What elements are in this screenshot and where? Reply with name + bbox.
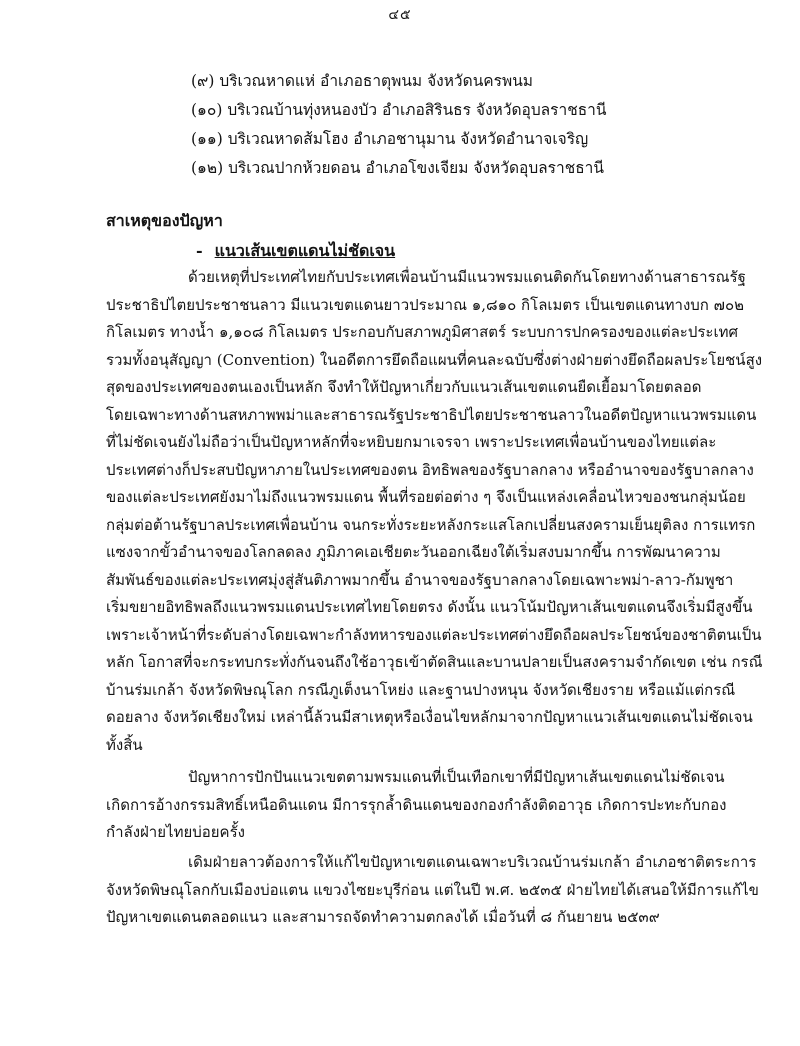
paragraph-line: ปัญหาการปักปันแนวเขตตามพรมแดนที่เป็นเทือกเขาที่มีปัญหาเส้นเขตแดนไม่ชัดเจน — [188, 768, 725, 786]
paragraph-line: บ้านร่มเกล้า จังหวัดพิษณุโลก กรณีภูเต็งนาโหย่ง และฐานปางหนุน จังหวัดเชียงราย หรือแม้แต่กรณี — [106, 680, 736, 699]
paragraph-line: โดยเฉพาะทางด้านสหภาพพม่าและสาธารณรัฐประชาธิปไตยประชาชนลาวในอดีตปัญหาแนวพรมแดน — [106, 405, 757, 424]
paragraph-line: จังหวัดพิษณุโลกกับเมืองบ่อแตน แขวงไซยะบุรีก่อน แต่ในปี พ.ศ. ๒๕๓๕ ฝ่ายไทยได้เสนอให้มีการแก้ไข — [106, 880, 759, 899]
paragraph-line: เริ่มขยายอิทธิพลถึงแนวพรมแดนประเทศไทยโดยตรง ดังนั้น แนวโน้มปัญหาเส้นเขตแดนจึงเริ่มมีสูงขึ้น — [106, 598, 753, 616]
paragraph-line: กลุ่มต่อต้านรัฐบาลประเทศเพื่อนบ้าน จนกระทั่งระยะหลังกระแสโลกเปลี่ยนสงครามเย็นยุติลง การแทรก — [106, 515, 756, 534]
paragraph-line: ของแต่ละประเทศยังมาไม่ถึงแนวพรมแดน พื้นที่รอยต่อต่าง ๆ จึงเป็นแหล่งเคลื่อนไหวของชนกลุ่มน้อย — [106, 488, 746, 506]
paragraph-line: เพราะเจ้าหน้าที่ระดับล่างโดยเฉพาะกำลังทหารของแต่ละประเทศต่างยึดถือผลประโยชน์ของชาติตนเป็น — [106, 625, 762, 644]
paragraph-line: ด้วยเหตุที่ประเทศไทยกับประเทศเพื่อนบ้านมีแนวพรมแดนติดกันโดยทางด้านสาธารณรัฐ — [188, 268, 746, 286]
paragraph-line: ที่ไม่ชัดเจนยังไม่ถือว่าเป็นปัญหาหลักที่จะหยิบยกมาเจรจา เพราะประเทศเพื่อนบ้านของไทยแต่ละ — [106, 433, 717, 451]
sub-heading-dash: - — [196, 241, 203, 260]
paragraph-line: หลัก โอกาสที่จะกระทบกระทั่งกันจนถึงใช้อาวุธเข้าตัดสินและบานปลายเป็นสงครามจำกัดเขต เช่น กรณี — [106, 653, 763, 671]
paragraph-line: ปัญหาเขตแดนตลอดแนว และสามารถจัดทำความตกลงได้ เมื่อวันที่ ๘ กันยายน ๒๕๓๙ — [106, 908, 660, 926]
page-number: ๔๕ — [388, 7, 412, 23]
section-heading: สาเหตุของปัญหา — [106, 211, 223, 230]
sub-heading-title: แนวเส้นเขตแดนไม่ชัดเจน — [214, 241, 396, 260]
sub-heading — [196, 239, 395, 264]
paragraph-2 — [106, 764, 727, 847]
list-item: (๑๒) บริเวณปากห้วยดอน อำเภอโขงเจียม จังหวัดอุบลราชธานี — [191, 159, 604, 177]
paragraph-line: เดิมฝ่ายลาวต้องการให้แก้ไขปัญหาเขตแดนเฉพาะบริเวณบ้านร่มเกล้า อำเภอชาติตระการ — [188, 853, 757, 871]
list-item: (๑๐) บริเวณบ้านทุ่งหนองบัว อำเภอสิรินธร จังหวัดอุบลราชธานี — [191, 101, 607, 119]
paragraph-line: เกิดการอ้างกรรมสิทธิ์เหนือดินแดน มีการรุกล้ำดินแดนของกองกำลังติดอาวุธ เกิดการปะทะกับกอง — [106, 795, 727, 814]
paragraph-line: กำลังฝ่ายไทยบ่อยครั้ง — [106, 823, 245, 841]
paragraph-line: ทั้งสิ้น — [106, 735, 143, 754]
paragraph-line: สุดของประเทศของตนเองเป็นหลัก จึงทำให้ปัญหาเกี่ยวกับแนวเส้นเขตแดนยืดเยื้อมาโดยตลอด — [106, 378, 702, 396]
paragraph-line: ประชาธิปไตยประชาชนลาว มีแนวเขตแดนยาวประมาณ ๑,๘๑๐ กิโลเมตร เป็นเขตแดนทางบก ๗๐๒ — [106, 295, 744, 314]
list-item: (๑๑) บริเวณหาดส้มโฮง อำเภอชานุมาน จังหวัดอำนาจเจริญ — [191, 130, 589, 148]
paragraph-3 — [106, 849, 759, 932]
location-list — [191, 67, 606, 183]
paragraph-line: แซงจากขั้วอำนาจของโลกลดลง ภูมิภาคเอเชียตะวันออกเฉียงใต้เริ่มสงบมากขึ้น การพัฒนาความ — [106, 543, 721, 561]
paragraph-line: กิโลเมตร ทางน้ำ ๑,๑๐๘ กิโลเมตร ประกอบกับสภาพภูมิศาสตร์ ระบบการปกครองของแต่ละประเทศ — [106, 323, 739, 341]
paragraph-1 — [106, 264, 763, 759]
paragraph-line: รวมทั้งอนุสัญญา (Convention) ในอดีตการยึดถือแผนที่คนละฉบับซึ่งต่างฝ่ายต่างยึดถือผลประโยชน์สูง — [106, 350, 763, 369]
paragraph-line: ประเทศต่างก็ประสบปัญหาภายในประเทศของตน อิทธิพลของรัฐบาลกลาง หรืออำนาจของรัฐบาลกลาง — [106, 460, 754, 479]
paragraph-line: ดอยลาง จังหวัดเชียงใหม่ เหล่านี้ล้วนมีสาเหตุหรือเงื่อนไขหลักมาจากปัญหาแนวเส้นเขตแดนไม่ชัดเจน — [106, 708, 753, 726]
list-item: (๙) บริเวณหาดแห่ อำเภอธาตุพนม จังหวัดนครพนม — [191, 72, 534, 90]
paragraph-line: สัมพันธ์ของแต่ละประเทศมุ่งสู่สันติภาพมากขึ้น อำนาจของรัฐบาลกลางโดยเฉพาะพม่า-ลาว-กัมพูชา — [106, 570, 734, 589]
